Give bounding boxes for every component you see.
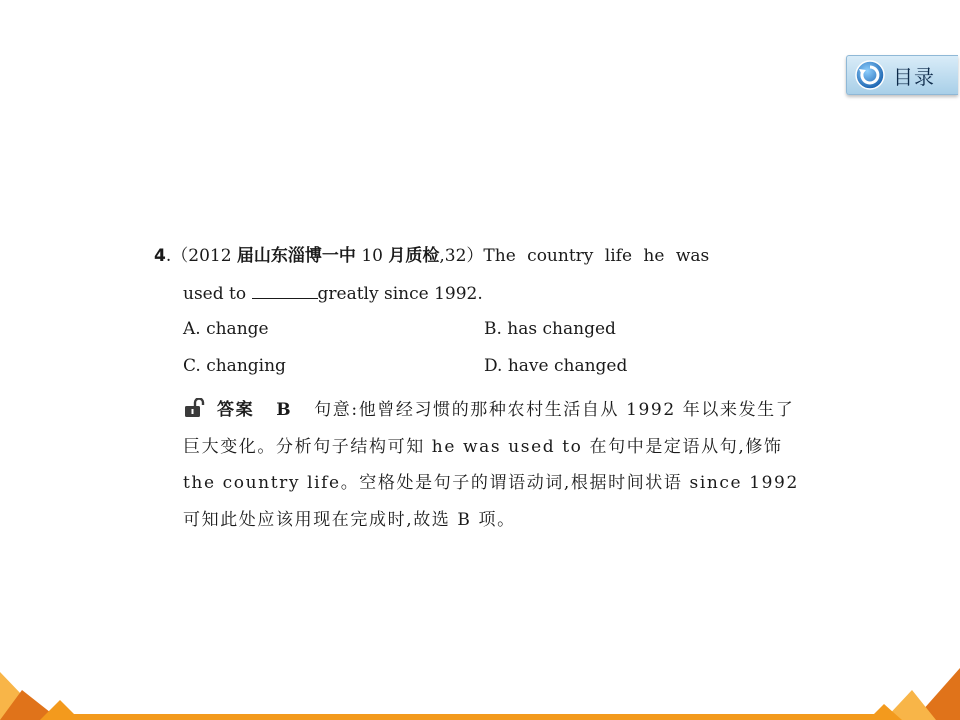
question-source-close: ,32） bbox=[439, 246, 484, 266]
left-triangle-3 bbox=[40, 700, 80, 720]
unlock-icon bbox=[183, 398, 209, 418]
left-triangle-1 bbox=[0, 672, 46, 720]
option-a: A. change bbox=[183, 319, 269, 339]
right-triangle-1 bbox=[914, 668, 960, 720]
toc-label: 目录 bbox=[893, 64, 935, 89]
right-triangle-3 bbox=[868, 704, 902, 720]
question-source-month: 10 bbox=[355, 246, 389, 266]
option-d: D. have changed bbox=[484, 356, 628, 376]
right-triangle-2 bbox=[884, 690, 936, 720]
question-line-2 bbox=[183, 283, 483, 304]
left-triangle-2 bbox=[0, 690, 60, 720]
answer-blank bbox=[252, 283, 318, 299]
question-line-1 bbox=[154, 246, 709, 266]
question-source-open: .（2012 bbox=[165, 246, 237, 266]
refresh-circle-icon bbox=[855, 60, 885, 90]
answer-explanation: 句意:他曾经习惯的那种农村生活自从 1992 年以来发生了巨大变化。分析句子结构可知 he was used to 在句中是定语从句,修饰 the country life。空格处是句子的谓语动词,根据时间状语 since 1992 可知此处应该用现在完成时,故选 B 项。 bbox=[183, 400, 799, 530]
toc-button[interactable] bbox=[846, 55, 958, 95]
answer-block bbox=[183, 392, 803, 538]
option-c: C. changing bbox=[183, 356, 286, 376]
question-source-exam: 月质检 bbox=[388, 246, 440, 266]
question-stem-before-blank: used to bbox=[183, 284, 252, 304]
bottom-bar bbox=[0, 714, 960, 720]
question-stem-part-1: The country life he was bbox=[483, 246, 710, 266]
answer-label: 答案 bbox=[217, 400, 255, 420]
question-number: 4 bbox=[154, 246, 166, 266]
question-stem-after-blank: greatly since 1992. bbox=[317, 284, 483, 304]
question-source-school: 届山东淄博一中 bbox=[236, 246, 356, 266]
answer-choice: B bbox=[276, 400, 293, 420]
option-b: B. has changed bbox=[484, 319, 616, 339]
